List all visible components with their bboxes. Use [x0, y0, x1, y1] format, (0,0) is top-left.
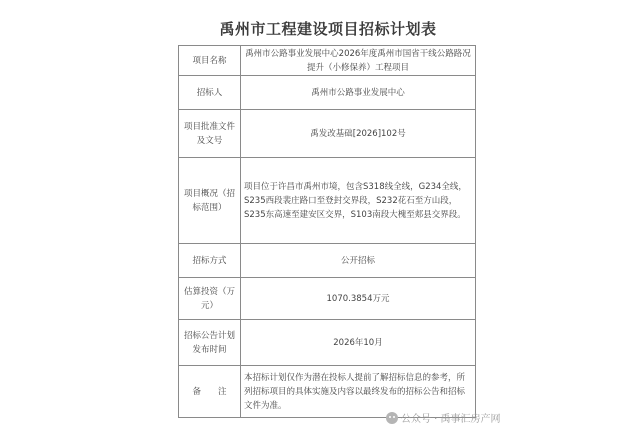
watermark-text: 公众号 · 禹事汇房产网 — [401, 414, 501, 425]
row-value-project-name: 禹州市公路事业发展中心2026年度禹州市国省干线公路路况提升（小修保养）工程项目 — [241, 46, 476, 76]
row-value-overview: 项目位于许昌市禹州市境，包含S318线全线，G234全线，S235西段裴庄路口至登封交界段，S232花石至方山段，S235东高速至建安区交界，S103南段大槐至郏县交界段。 — [241, 158, 476, 244]
document-page — [173, 0, 483, 448]
row-label-remarks: 备 注 — [179, 366, 241, 418]
table-row — [179, 158, 476, 244]
table-row — [179, 278, 476, 320]
row-value-remarks: 本招标计划仅作为潜在投标人提前了解招标信息的参考，所列招标项目的具体实施及内容以最终发布的招标公告和招标文件为准。 — [241, 366, 476, 418]
row-value-approval-doc: 禹发改基础[2026]102号 — [241, 110, 476, 158]
wechat-icon — [386, 412, 398, 424]
row-label-method: 招标方式 — [179, 244, 241, 278]
document-title: 禹州市工程建设项目招标计划表 — [219, 20, 437, 38]
row-label-tenderer: 招标人 — [179, 76, 241, 110]
row-value-publish-time: 2026年10月 — [241, 320, 476, 366]
row-label-approval-doc: 项目批准文件及文号 — [179, 110, 241, 158]
row-value-method: 公开招标 — [241, 244, 476, 278]
row-value-tenderer: 禹州市公路事业发展中心 — [241, 76, 476, 110]
row-label-investment: 估算投资（万元） — [179, 278, 241, 320]
table-row — [179, 244, 476, 278]
table-row — [179, 46, 476, 76]
table-row — [179, 110, 476, 158]
table-row — [179, 320, 476, 366]
row-label-project-name: 项目名称 — [179, 46, 241, 76]
watermark — [386, 410, 501, 425]
row-value-investment: 1070.3854万元 — [241, 278, 476, 320]
row-label-overview: 项目概况（招标范围） — [179, 158, 241, 244]
tender-plan-table — [178, 45, 476, 418]
row-label-publish-time: 招标公告计划发布时间 — [179, 320, 241, 366]
table-row — [179, 76, 476, 110]
